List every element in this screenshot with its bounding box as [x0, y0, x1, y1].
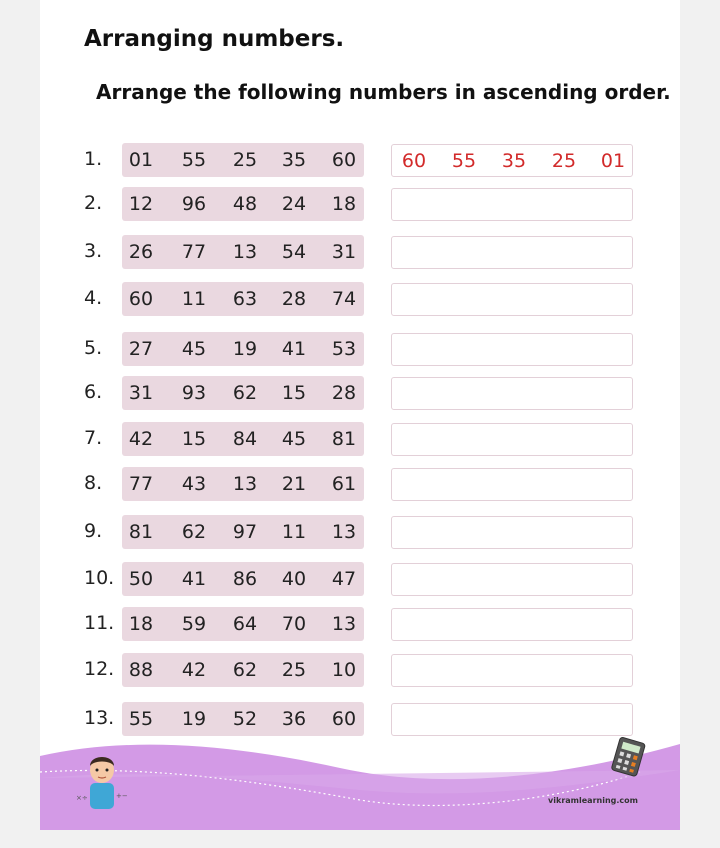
- number-set: [122, 282, 364, 316]
- exercise-number: 10.: [84, 567, 115, 589]
- exercise-row: [40, 187, 680, 221]
- given-number: 77: [128, 473, 154, 495]
- svg-text:+−: +−: [116, 792, 128, 800]
- worksheet-title: Arranging numbers.: [84, 26, 345, 52]
- exercise-number: 2.: [84, 192, 103, 214]
- given-number: 63: [232, 288, 258, 310]
- given-number: 55: [181, 149, 207, 171]
- given-number: 45: [281, 428, 307, 450]
- given-number: 60: [331, 149, 357, 171]
- answer-box[interactable]: [391, 423, 633, 456]
- given-number: 24: [281, 193, 307, 215]
- footer-decoration: [40, 738, 680, 830]
- exercise-number: 7.: [84, 427, 103, 449]
- answer-number: 60: [401, 150, 427, 172]
- given-number: 42: [181, 659, 207, 681]
- answer-box[interactable]: [391, 468, 633, 501]
- exercise-row: [40, 467, 680, 501]
- exercise-row: [40, 702, 680, 736]
- given-number: 13: [232, 473, 258, 495]
- given-number: 81: [331, 428, 357, 450]
- answer-box[interactable]: [391, 516, 633, 549]
- exercise-row: [40, 235, 680, 269]
- given-number: 15: [181, 428, 207, 450]
- wave-background: [40, 738, 680, 830]
- answer-box[interactable]: [391, 333, 633, 366]
- exercise-row: [40, 422, 680, 456]
- given-number: 93: [181, 382, 207, 404]
- answer-box[interactable]: [391, 283, 633, 316]
- number-set: [122, 422, 364, 456]
- number-set: [122, 235, 364, 269]
- given-number: 21: [281, 473, 307, 495]
- given-number: 86: [232, 568, 258, 590]
- given-number: 10: [331, 659, 357, 681]
- given-number: 40: [281, 568, 307, 590]
- exercise-number: 9.: [84, 520, 103, 542]
- exercise-row: [40, 376, 680, 410]
- given-number: 18: [331, 193, 357, 215]
- given-number: 01: [128, 149, 154, 171]
- given-number: 11: [181, 288, 207, 310]
- exercise-number: 13.: [84, 707, 115, 729]
- given-number: 25: [232, 149, 258, 171]
- exercise-row: [40, 607, 680, 641]
- given-number: 45: [181, 338, 207, 360]
- given-number: 15: [281, 382, 307, 404]
- given-number: 31: [128, 382, 154, 404]
- given-number: 81: [128, 521, 154, 543]
- given-number: 13: [331, 521, 357, 543]
- number-set: [122, 332, 364, 366]
- answer-number: 25: [551, 150, 577, 172]
- answer-box[interactable]: [391, 608, 633, 641]
- given-number: 18: [128, 613, 154, 635]
- exercise-number: 11.: [84, 612, 115, 634]
- exercise-number: 5.: [84, 337, 103, 359]
- answer-box[interactable]: [391, 703, 633, 736]
- svg-text:×÷: ×÷: [76, 794, 88, 802]
- given-number: 50: [128, 568, 154, 590]
- exercise-number: 1.: [84, 148, 103, 170]
- given-number: 27: [128, 338, 154, 360]
- given-number: 70: [281, 613, 307, 635]
- number-set: [122, 702, 364, 736]
- given-number: 62: [232, 659, 258, 681]
- answer-number: 55: [451, 150, 477, 172]
- exercise-row: [40, 653, 680, 687]
- given-number: 62: [232, 382, 258, 404]
- answer-box[interactable]: [391, 377, 633, 410]
- exercise-row: [40, 282, 680, 316]
- given-number: 60: [331, 708, 357, 730]
- number-set: [122, 653, 364, 687]
- number-set: [122, 143, 364, 177]
- given-number: 11: [281, 521, 307, 543]
- answer-box[interactable]: [391, 144, 633, 177]
- answer-box[interactable]: [391, 188, 633, 221]
- given-number: 26: [128, 241, 154, 263]
- given-number: 19: [181, 708, 207, 730]
- worksheet-page: [40, 0, 680, 830]
- given-number: 43: [181, 473, 207, 495]
- given-number: 41: [181, 568, 207, 590]
- given-number: 48: [232, 193, 258, 215]
- given-number: 59: [181, 613, 207, 635]
- exercise-number: 3.: [84, 240, 103, 262]
- given-number: 13: [331, 613, 357, 635]
- number-set: [122, 187, 364, 221]
- number-set: [122, 376, 364, 410]
- exercise-row: [40, 332, 680, 366]
- number-set: [122, 562, 364, 596]
- number-set: [122, 515, 364, 549]
- given-number: 13: [232, 241, 258, 263]
- given-number: 31: [331, 241, 357, 263]
- exercise-number: 8.: [84, 472, 103, 494]
- given-number: 12: [128, 193, 154, 215]
- website-url: vikramlearning.com: [548, 796, 638, 805]
- exercise-number: 4.: [84, 287, 103, 309]
- given-number: 25: [281, 659, 307, 681]
- number-set: [122, 467, 364, 501]
- given-number: 52: [232, 708, 258, 730]
- given-number: 35: [281, 149, 307, 171]
- given-number: 28: [331, 382, 357, 404]
- given-number: 42: [128, 428, 154, 450]
- worksheet-instruction: Arrange the following numbers in ascending order.: [96, 80, 671, 104]
- given-number: 77: [181, 241, 207, 263]
- exercise-row: [40, 143, 680, 177]
- exercise-row: [40, 515, 680, 549]
- exercise-number: 12.: [84, 658, 115, 680]
- answer-box[interactable]: [391, 236, 633, 269]
- given-number: 53: [331, 338, 357, 360]
- given-number: 41: [281, 338, 307, 360]
- given-number: 96: [181, 193, 207, 215]
- given-number: 97: [232, 521, 258, 543]
- answer-number: 01: [600, 150, 626, 172]
- given-number: 54: [281, 241, 307, 263]
- exercise-row: [40, 562, 680, 596]
- boy-thinking-icon: [72, 748, 132, 818]
- given-number: 64: [232, 613, 258, 635]
- answer-number: 35: [501, 150, 527, 172]
- given-number: 61: [331, 473, 357, 495]
- given-number: 60: [128, 288, 154, 310]
- given-number: 28: [281, 288, 307, 310]
- given-number: 36: [281, 708, 307, 730]
- answer-box[interactable]: [391, 563, 633, 596]
- given-number: 55: [128, 708, 154, 730]
- answer-box[interactable]: [391, 654, 633, 687]
- given-number: 88: [128, 659, 154, 681]
- given-number: 47: [331, 568, 357, 590]
- exercise-number: 6.: [84, 381, 103, 403]
- given-number: 62: [181, 521, 207, 543]
- given-number: 19: [232, 338, 258, 360]
- given-number: 74: [331, 288, 357, 310]
- given-number: 84: [232, 428, 258, 450]
- number-set: [122, 607, 364, 641]
